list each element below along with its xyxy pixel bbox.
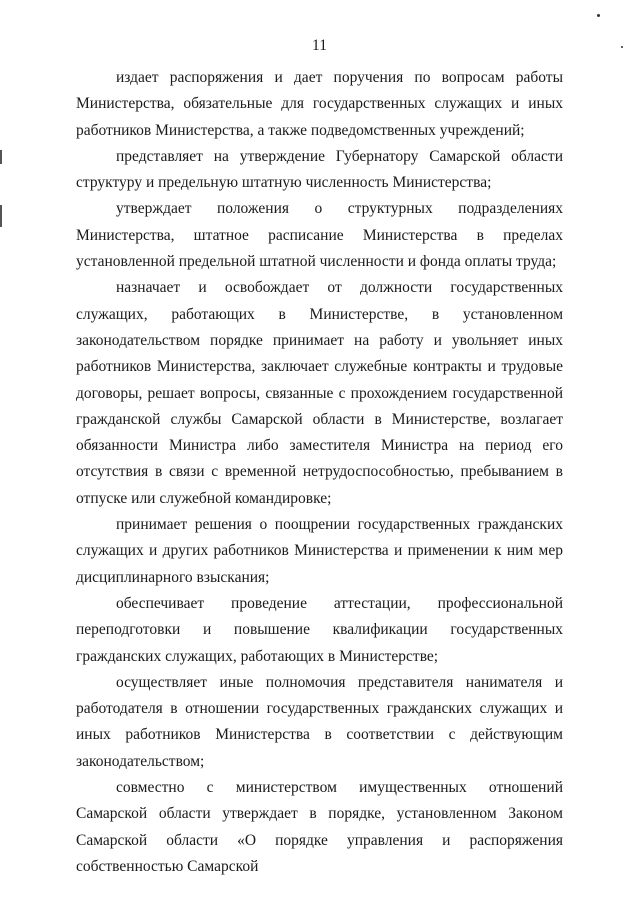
page-number: 11 (312, 37, 327, 54)
paragraph-4: назначает и освобождает от должности государственных служащих, работающих в Министерстве, в установленном законодательством порядке принимает на работу и увольняет иных работников Министерства, заключает служебные контракты и трудовые договоры, решает вопросы, связанные с прохождением государственной гражданской службы Самарской области в Министерстве, возлагает обязанности Министра либо заместителя Министра на период его отсутствия в связи с временной нетрудоспособностью, пребыванием в отпуске или служебной командировке; (76, 279, 563, 507)
paragraph-1: издает распоряжения и дает поручения по вопросам работы Министерства, обязательные для государственных служащих и иных работников Министерства, а также подведомственных учреждений; (76, 69, 563, 139)
paragraph-8: совместно с министерством имущественных отношений Самарской области утверждает в порядке, установленном Законом Самарской области «О порядке управления и распоряжения собственностью Самарской (76, 779, 563, 875)
scan-speck (597, 14, 600, 17)
paragraph-2: представляет на утверждение Губернатору Самарской области структуру и предельную штатную численность Министерства; (76, 147, 563, 192)
paragraph-7: осуществляет иные полномочия представителя нанимателя и работодателя в отношении государственных гражданских служащих и иных работников Министерства в соответствии с действующим законодательством; (76, 673, 563, 770)
paragraph-6: обеспечивает проведение аттестации, профессиональной переподготовки и повышение квалификации государственных гражданских служащих, работающих в Министерстве; (76, 594, 563, 665)
scan-edge-mark (0, 150, 2, 164)
scan-speck (621, 46, 623, 48)
paragraph-5: принимает решения о поощрении государственных гражданских служащих и других работников Министерства и применении к ним мер дисциплинарного взыскания; (76, 516, 563, 586)
scan-edge-mark (0, 205, 2, 227)
paragraph-3: утверждает положения о структурных подразделениях Министерства, штатное расписание Министерства в пределах установленной предельной штатной численности и фонда оплаты труда; (76, 200, 563, 271)
document-body (76, 65, 563, 880)
